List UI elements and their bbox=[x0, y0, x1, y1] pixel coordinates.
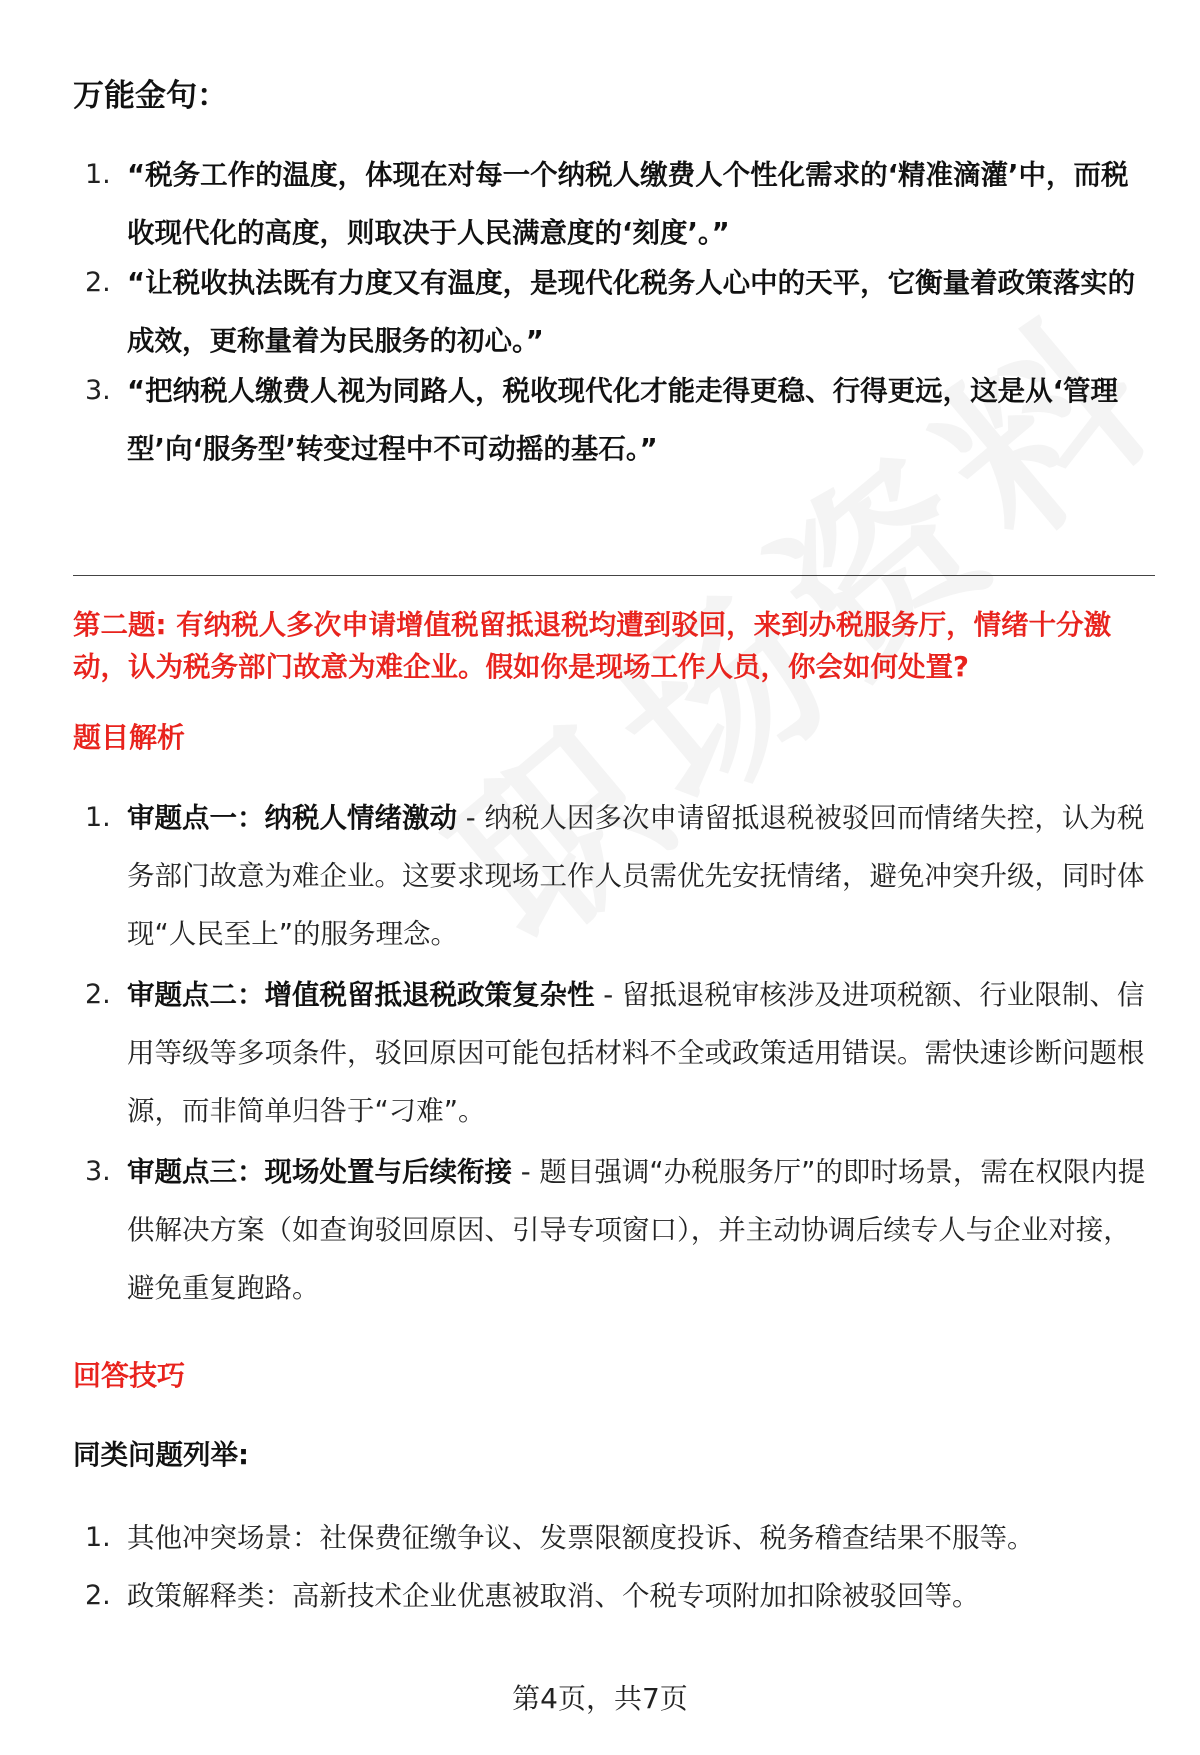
similar-questions-heading: 同类问题列举: bbox=[73, 1439, 249, 1471]
list-number: 1. bbox=[85, 802, 111, 833]
analysis-text bbox=[127, 1143, 1147, 1317]
analysis-point: 审题点二：增值税留抵退税政策复杂性 bbox=[127, 979, 595, 1011]
analysis-detail: - 留抵退税审核涉及进项税额、行业限制、信用等级等多项条件，驳回原因可能包括材料不全或政策适用错误。需快速诊断问题根源，而非简单归咎于“刁难”。 bbox=[127, 979, 1145, 1127]
golden-sentences-heading: 万能金句： bbox=[73, 78, 228, 114]
tips-heading: 回答技巧 bbox=[73, 1359, 186, 1392]
analysis-point: 审题点三：现场处置与后续衔接 bbox=[127, 1156, 512, 1188]
analysis-detail: - 纳税人因多次申请留抵退税被驳回而情绪失控，认为税务部门故意为难企业。这要求现场工作人员需优先安抚情绪，避免冲突升级，同时体现“人民至上”的服务理念。 bbox=[127, 802, 1145, 950]
analysis-text bbox=[127, 789, 1147, 963]
quote-text: “让税收执法既有力度又有温度，是现代化税务人心中的天平，它衡量着政策落实的成效，更称量着为民服务的初心。” bbox=[127, 267, 1136, 357]
similar-item-text: 其他冲突场景：社保费征缴争议、发票限额度投诉、税务稽查结果不服等。 bbox=[127, 1522, 1035, 1554]
list-number: 2. bbox=[85, 267, 111, 298]
analysis-detail: - 题目强调“办税服务厅”的即时场景，需在权限内提供解决方案（如查询驳回原因、引导专项窗口），并主动协调后续专人与企业对接，避免重复跑路。 bbox=[127, 1156, 1146, 1304]
list-number: 1. bbox=[85, 159, 111, 190]
analysis-text bbox=[127, 966, 1147, 1140]
question-title: 第二题: 有纳税人多次申请增值税留抵退税均遭到驳回，来到办税服务厅，情绪十分激动，认为税务部门故意为难企业。假如你是现场工作人员，你会如何处置? bbox=[73, 609, 1112, 683]
divider bbox=[73, 575, 1155, 576]
list-number: 3. bbox=[85, 375, 111, 406]
analysis-heading: 题目解析 bbox=[73, 721, 186, 754]
quote-text: “税务工作的温度，体现在对每一个纳税人缴费人个性化需求的‘精准滴灌’中，而税收现代化的高度，则取决于人民满意度的‘刻度’。” bbox=[127, 159, 1129, 249]
analysis-point: 审题点一：纳税人情绪激动 bbox=[127, 802, 457, 834]
list-number: 1. bbox=[85, 1522, 111, 1553]
page-footer: 第4页，共7页 bbox=[512, 1682, 688, 1715]
quote-text: “把纳税人缴费人视为同路人，税收现代化才能走得更稳、行得更远，这是从‘管理型’向‘服务型’转变过程中不可动摇的基石。” bbox=[127, 375, 1119, 465]
similar-item-text: 政策解释类：高新技术企业优惠被取消、个税专项附加扣除被驳回等。 bbox=[127, 1580, 980, 1612]
list-number: 2. bbox=[85, 979, 111, 1010]
list-number: 2. bbox=[85, 1580, 111, 1611]
list-number: 3. bbox=[85, 1156, 111, 1187]
